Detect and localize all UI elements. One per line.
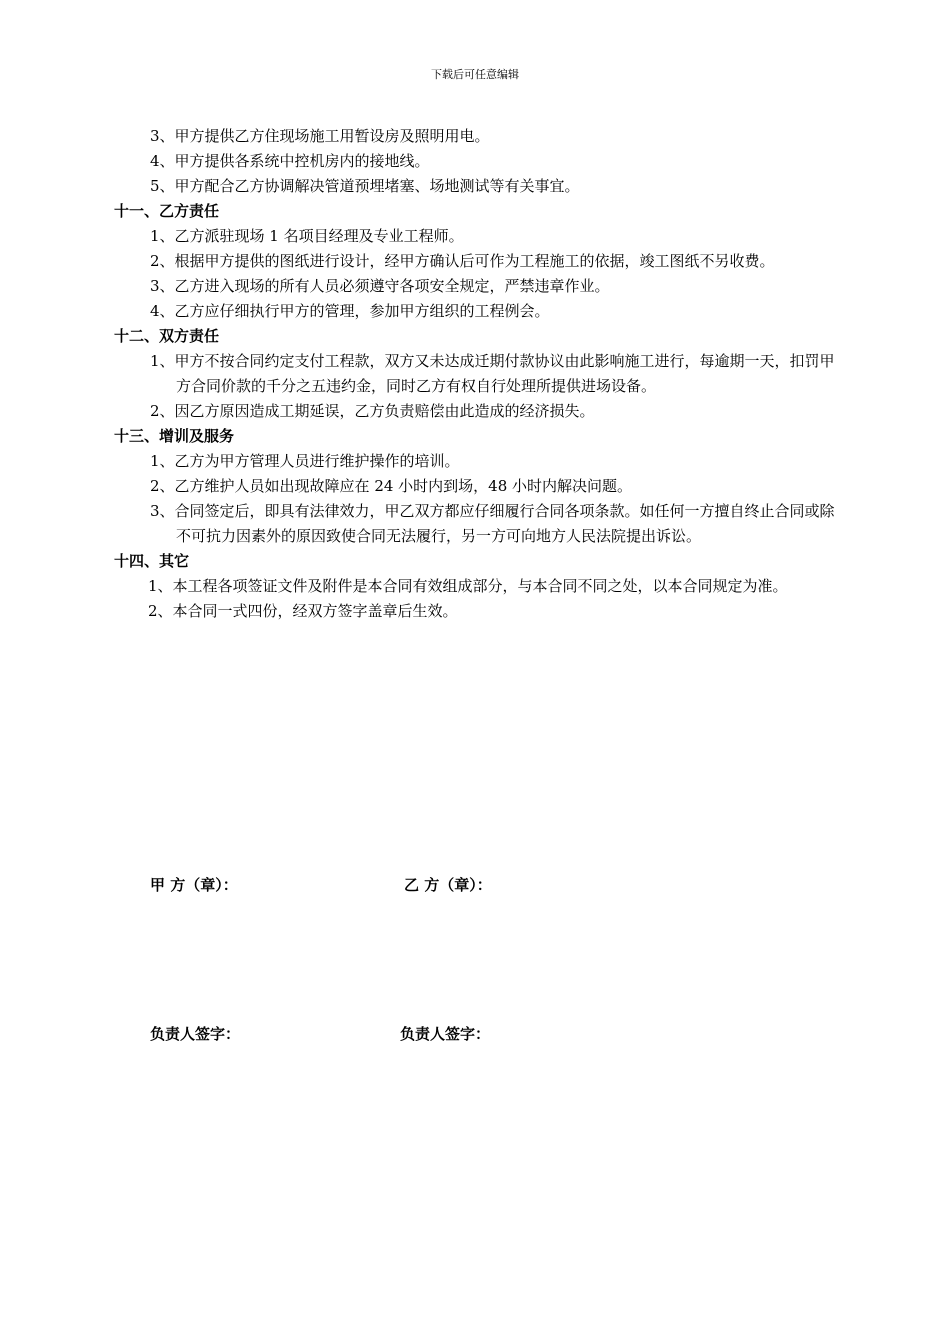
section-title-other: 十四、其它 — [114, 552, 190, 570]
section-title-both-parties: 十二、双方责任 — [114, 327, 220, 345]
section-title-training: 十三、增训及服务 — [114, 427, 235, 445]
party-a-seal-label: 甲 方（章）： — [150, 876, 238, 894]
clause-4-grounding: 4、甲方提供各系统中控机房内的接地线。 — [150, 152, 430, 170]
list-item: 3、乙方进入现场的所有人员必须遵守各项安全规定，严禁违章作业。 — [150, 277, 610, 295]
list-item: 1、本工程各项签证文件及附件是本合同有效组成部分，与本合同不同之处，以本合同规定为准。 — [148, 577, 788, 595]
list-item: 1、甲方不按合同约定支付工程款，双方又未达成迁期付款协议由此影响施工进行，每逾期一天，扣罚甲方合同价款的千分之五违约金，同时乙方有权自行处理所提供进场设备。 — [150, 352, 835, 395]
list-item: 3、合同签定后，即具有法律效力，甲乙双方都应仔细履行合同各项条款。如任何一方擅自终止合同或除不可抗力因素外的原因致使合同无法履行，另一方可向地方人民法院提出诉讼。 — [150, 502, 835, 545]
page-header: 下载后可任意编辑 — [431, 68, 519, 81]
list-item: 2、本合同一式四份，经双方签字盖章后生效。 — [148, 602, 458, 620]
list-item: 2、因乙方原因造成工期延误，乙方负责赔偿由此造成的经济损失。 — [150, 402, 595, 420]
list-item: 1、乙方派驻现场 1 名项目经理及专业工程师。 — [150, 227, 464, 245]
list-item: 2、乙方维护人员如出现故障应在 24 小时内到场，48 小时内解决问题。 — [150, 477, 633, 495]
section-title-party-b: 十一、乙方责任 — [114, 202, 220, 220]
clause-3-lighting: 3、甲方提供乙方住现场施工用暂设房及照明用电。 — [150, 127, 490, 145]
list-item: 2、根据甲方提供的图纸进行设计，经甲方确认后可作为工程施工的依据，竣工图纸不另收费。 — [150, 252, 775, 270]
clause-5-coordination: 5、甲方配合乙方协调解决管道预埋堵塞、场地测试等有关事宜。 — [150, 177, 580, 195]
list-item: 1、乙方为甲方管理人员进行维护操作的培训。 — [150, 452, 460, 470]
party-b-seal-label: 乙 方（章）： — [404, 876, 492, 894]
party-a-signature-label: 负责人签字： — [150, 1025, 241, 1043]
document-body — [114, 124, 838, 624]
party-b-signature-label: 负责人签字： — [400, 1025, 491, 1043]
list-item: 4、乙方应仔细执行甲方的管理，参加甲方组织的工程例会。 — [150, 302, 550, 320]
